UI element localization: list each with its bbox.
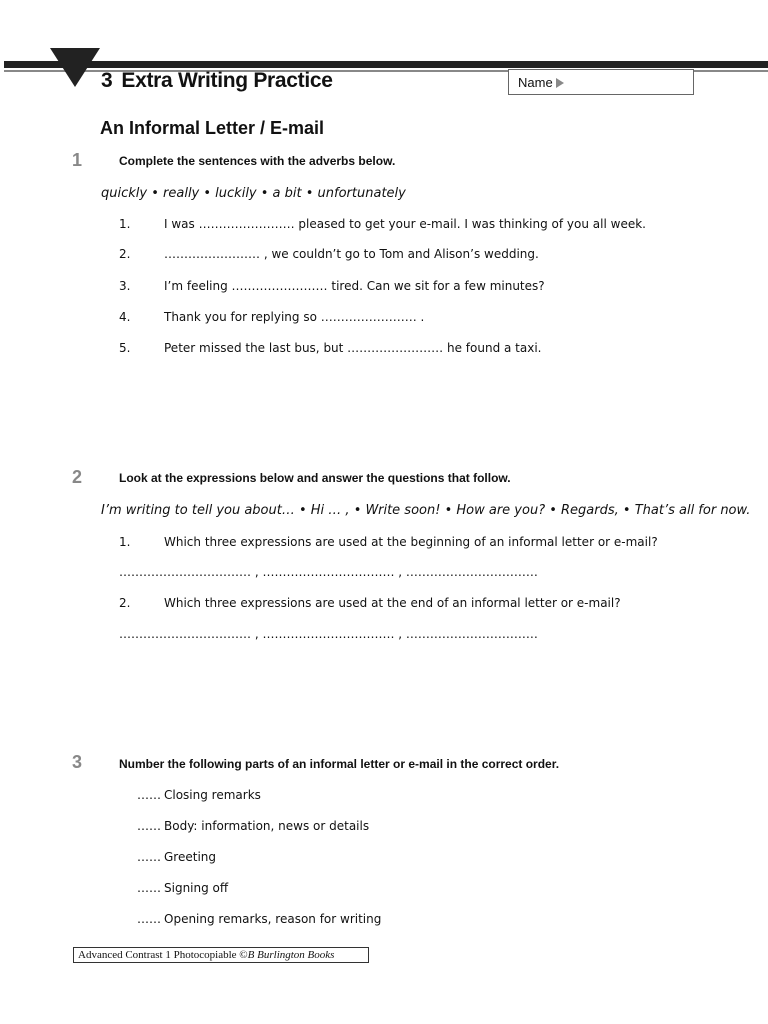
exercise-1-item-number: 1. (119, 217, 131, 231)
exercise-1-item: Peter missed the last bus, but …………………… he found a taxi. (164, 341, 542, 355)
exercise-3-item: Opening remarks, reason for writing (164, 912, 382, 926)
exercise-2-expressions: I’m writing to tell you about… • Hi … , • Write soon! • How are you? • Regards, • That’s all for now. (101, 503, 751, 518)
exercise-1-number: 1 (72, 150, 83, 170)
name-field[interactable] (508, 69, 694, 95)
exercise-3-item: Body: information, news or details (164, 819, 370, 833)
footer (73, 947, 369, 963)
exercise-1-item-number: 5. (119, 341, 131, 355)
exercise-2-question: Which three expressions are used at the end of an informal letter or e-mail? (164, 596, 621, 610)
exercise-3-blank[interactable]: …… (137, 912, 161, 926)
exercise-2-question: Which three expressions are used at the beginning of an informal letter or e-mail? (164, 535, 658, 549)
footer-text: Advanced Contrast 1 Photocopiable © (78, 949, 248, 961)
exercise-3-number: 3 (72, 752, 83, 772)
exercise-1-item-number: 4. (119, 310, 131, 324)
exercise-3-blank[interactable]: …… (137, 819, 161, 833)
exercise-1-word-bank: quickly • really • luckily • a bit • unfortunately (101, 186, 406, 201)
exercise-1-item-number: 2. (119, 247, 131, 261)
exercise-2-number: 2 (72, 467, 83, 487)
exercise-3-instruction: Number the following parts of an informal letter or e-mail in the correct order. (119, 757, 560, 771)
name-label: Name (518, 75, 553, 90)
exercise-2-instruction: Look at the expressions below and answer the questions that follow. (119, 471, 511, 485)
exercise-1-item: …………………… , we couldn’t go to Tom and Alison’s wedding. (164, 247, 539, 261)
exercise-3-blank[interactable]: …… (137, 850, 161, 864)
section-title: An Informal Letter / E-mail (100, 118, 325, 138)
unit-title-text: Extra Writing Practice (121, 69, 333, 92)
exercise-3-blank[interactable]: …… (137, 881, 161, 895)
exercise-2-item-number: 2. (119, 596, 131, 610)
unit-title (101, 69, 333, 93)
exercise-2-answer-line[interactable]: …………………………… , …………………………… , …………………………… (119, 627, 538, 641)
header-bar (4, 61, 768, 68)
exercise-1-instruction: Complete the sentences with the adverbs below. (119, 154, 396, 168)
arrow-right-icon (556, 78, 564, 88)
exercise-1-item: I was …………………… pleased to get your e-mail. I was thinking of you all week. (164, 217, 646, 231)
exercise-1-item-number: 3. (119, 279, 131, 293)
footer-brand: B Burlington Books (247, 949, 335, 961)
exercise-3-item: Greeting (164, 850, 216, 864)
exercise-3-item: Closing remarks (164, 788, 261, 802)
unit-triangle-icon (50, 48, 100, 87)
exercise-2-answer-line[interactable]: …………………………… , …………………………… , …………………………… (119, 565, 538, 579)
exercise-1-item: I’m feeling …………………… tired. Can we sit for a few minutes? (164, 279, 545, 293)
exercise-2-item-number: 1. (119, 535, 131, 549)
exercise-3-item: Signing off (164, 881, 229, 895)
exercise-1-item: Thank you for replying so …………………… . (164, 310, 425, 324)
unit-number: 3 (101, 69, 113, 92)
exercise-3-blank[interactable]: …… (137, 788, 161, 802)
